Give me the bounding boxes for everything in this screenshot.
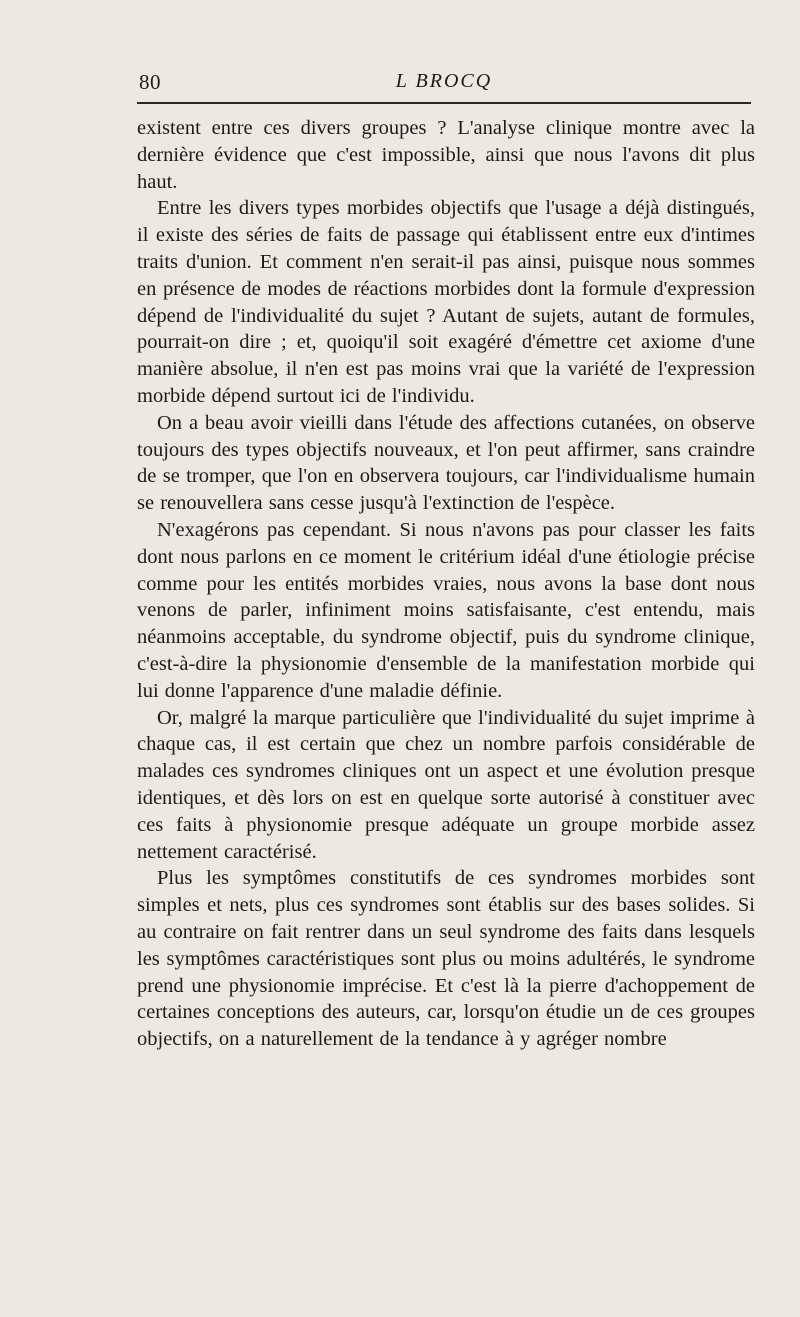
running-head [137,66,751,104]
paragraph: Plus les symptômes constitutifs de ces syndromes morbides sont simples et nets, plus ces syndromes sont établis sur des bases solides. Si au contraire on fait rentrer dans un seul syndrome des faits dans lesquels les symptômes caractéristiques sont plus ou moins adultérés, le syndrome prend une physionomie imprécise. Et c'est là la pierre d'achoppement de certaines conceptions des auteurs, car, lorsqu'on étudie un de ces groupes objectifs, on a naturellement de la tendance à y agréger nombre [137,867,755,1051]
running-title: L BROCQ [395,70,493,92]
paragraph: Or, malgré la marque particulière que l'individualité du sujet imprime à chaque cas, il est certain que chez un nombre parfois considérable de malades ces syndromes cliniques ont un aspect et une évolution presque identiques, et dès lors on est en quelque sorte autorisé à constituer avec ces faits à physionomie presque adéquate un groupe morbide assez nettement caractérisé. [137,706,755,863]
paragraph: N'exagérons pas cependant. Si nous n'avons pas pour classer les faits dont nous parlons en ce moment le critérium idéal d'une étiologie précise comme pour les entités morbides vraies, nous avons la base dont nous venons de parler, infiniment moins satisfaisante, c'est entendu, mais néanmoins acceptable, du syndrome objectif, puis du syndrome clinique, c'est-à-dire la physionomie d'ensemble de la manifestation morbide qui lui donne l'apparence d'une maladie définie. [137,518,755,702]
page-number: 80 [139,70,161,94]
paragraph-continuation: existent entre ces divers groupes ? L'analyse clinique montre avec la dernière évidence que c'est impossible, ainsi que nous l'avons dit plus haut. [137,117,755,193]
paragraph: On a beau avoir vieilli dans l'étude des affections cutanées, on observe toujours des types objectifs nouveaux, et l'on peut affirmer, sans craindre de se tromper, que l'on en observera toujours, car l'individualisme humain se renouvellera sans cesse jusqu'à l'extinction de l'espèce. [137,411,755,515]
body-text [137,115,755,1053]
paragraph: Entre les divers types morbides objectifs que l'usage a déjà distingués, il existe des séries de faits de passage qui établissent entre eux d'intimes traits d'union. Et comment n'en serait-il pas ainsi, puisque nous sommes en présence de modes de réactions morbides dont la formule d'expression dépend de l'individualité du sujet ? Autant de sujets, autant de formules, pourrait-on dire ; et, quoiqu'il soit exagéré d'émettre cet axiome d'une manière absolue, il n'en est pas moins vrai que la variété de l'expression morbide dépend surtout ici de l'individu. [137,197,755,407]
